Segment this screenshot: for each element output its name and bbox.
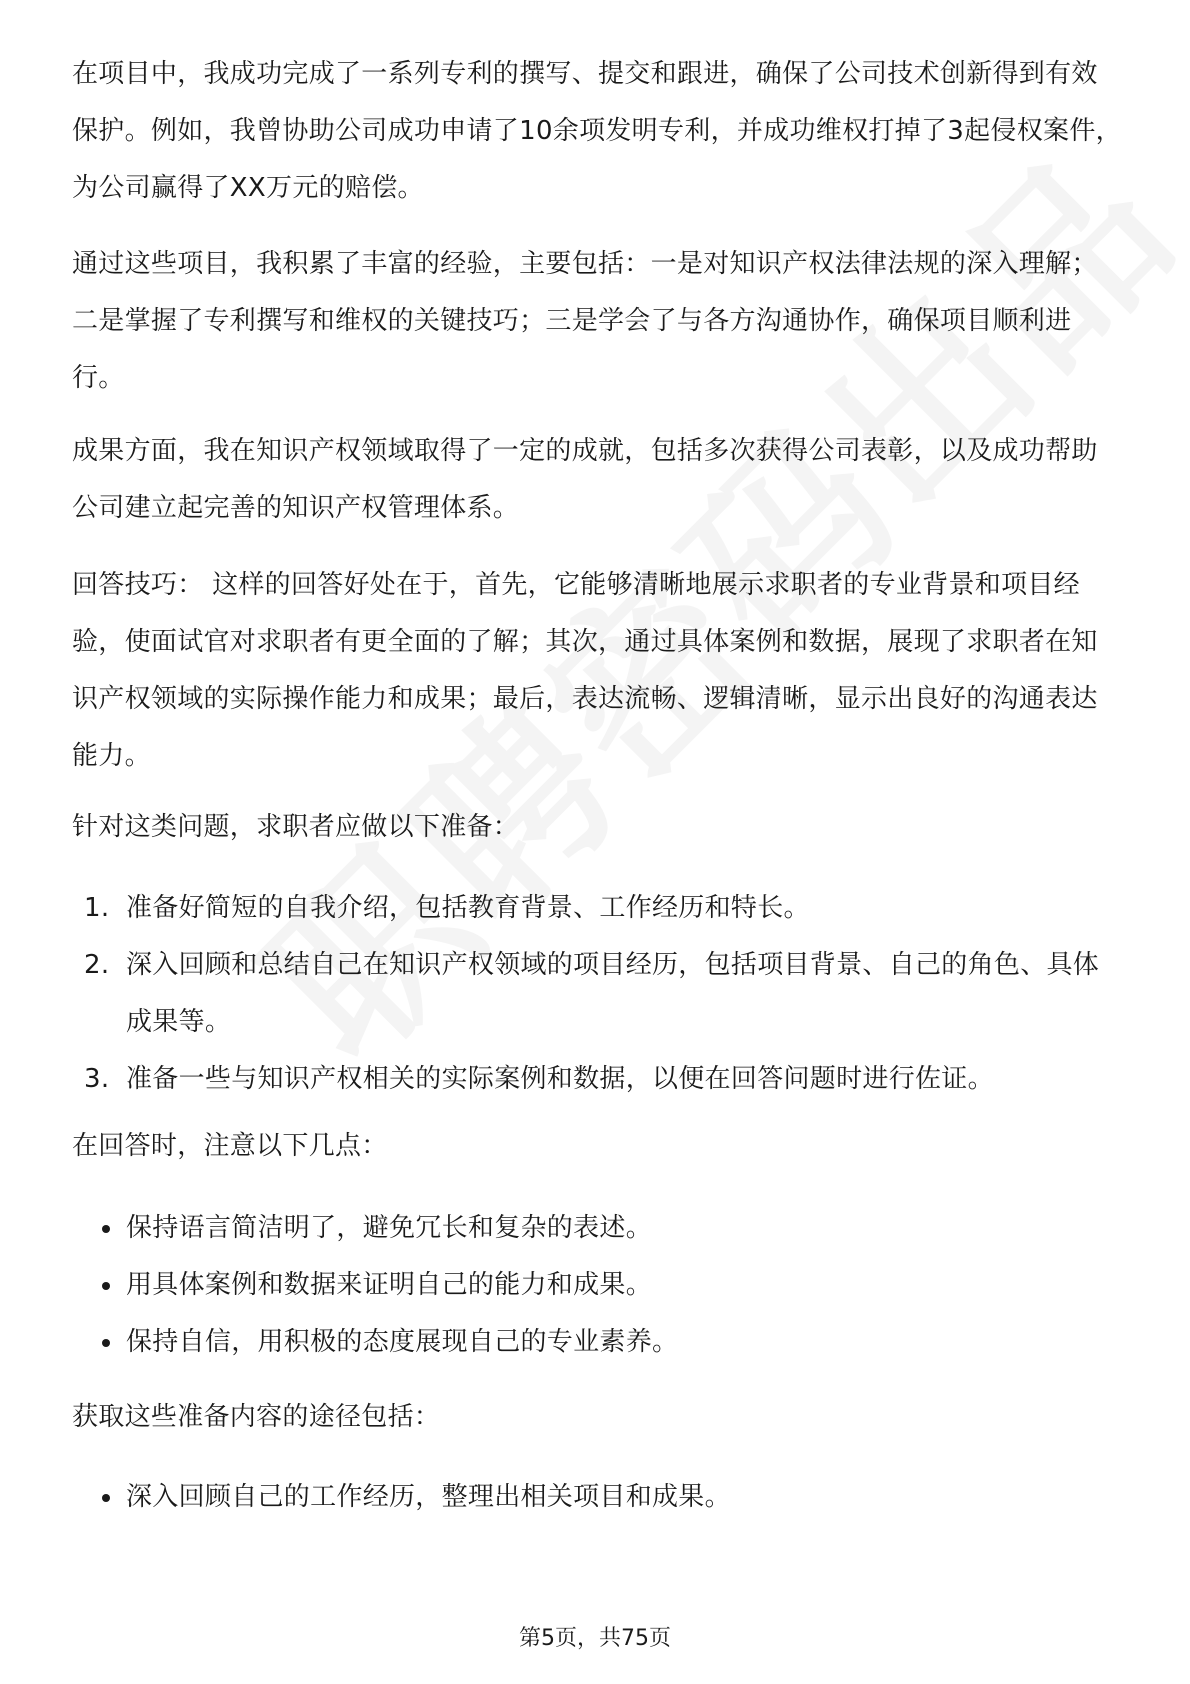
list-item xyxy=(72,1200,1122,1257)
bullet-icon xyxy=(102,1494,110,1502)
paragraph-project-results: 在项目中，我成功完成了一系列专利的撰写、提交和跟进，确保了公司技术创新得到有效保护。例如，我曾协助公司成功申请了10余项发明专利，并成功维权打掉了3起侵权案件，为公司赢得了XX万元的赔偿。 xyxy=(72,59,1122,203)
list-item-text: 用具体案例和数据来证明自己的能力和成果。 xyxy=(126,1270,653,1300)
bullet-icon xyxy=(102,1339,110,1347)
bullet-icon xyxy=(102,1282,110,1290)
list-item xyxy=(72,1051,1122,1108)
list-number: 3. xyxy=(84,1064,110,1094)
list-item xyxy=(72,880,1122,937)
notes-list xyxy=(72,1200,1122,1371)
prep-list xyxy=(72,880,1122,1108)
paragraph-prep-heading: 针对这类问题，求职者应做以下准备： xyxy=(72,812,520,842)
list-item xyxy=(72,1469,1122,1526)
paragraph-experience: 通过这些项目，我积累了丰富的经验，主要包括：一是对知识产权法律法规的深入理解；二是掌握了专利撰写和维权的关键技巧；三是学会了与各方沟通协作，确保项目顺利进行。 xyxy=(72,249,1098,393)
list-item-text: 准备一些与知识产权相关的实际案例和数据，以便在回答问题时进行佐证。 xyxy=(126,1064,994,1094)
list-item-text: 保持自信，用积极的态度展现自己的专业素养。 xyxy=(126,1327,679,1357)
list-item-text: 准备好简短的自我介绍，包括教育背景、工作经历和特长。 xyxy=(126,893,810,923)
paragraph-sources-heading: 获取这些准备内容的途径包括： xyxy=(72,1402,441,1432)
page-footer: 第5页，共75页 xyxy=(519,1626,671,1651)
sources-list xyxy=(72,1469,1122,1526)
list-number: 1. xyxy=(84,893,110,923)
list-item-text: 深入回顾自己的工作经历，整理出相关项目和成果。 xyxy=(126,1482,731,1512)
list-item xyxy=(72,1257,1122,1314)
list-item-text: 保持语言简洁明了，避免冗长和复杂的表述。 xyxy=(126,1213,653,1243)
list-item xyxy=(72,937,1122,1051)
paragraph-answer-tips: 回答技巧： 这样的回答好处在于，首先，它能够清晰地展示求职者的专业背景和项目经验，使面试官对求职者有更全面的了解；其次，通过具体案例和数据，展现了求职者在知识产权领域的实际操作能力和成果；最后，表达流畅、逻辑清晰，显示出良好的沟通表达能力。 xyxy=(72,570,1098,771)
paragraph-achievements: 成果方面，我在知识产权领域取得了一定的成就，包括多次获得公司表彰，以及成功帮助公司建立起完善的知识产权管理体系。 xyxy=(72,436,1098,523)
list-item-text: 深入回顾和总结自己在知识产权领域的项目经历，包括项目背景、自己的角色、具体成果等。 xyxy=(126,950,1100,1037)
paragraph-notes-heading: 在回答时，注意以下几点： xyxy=(72,1131,388,1161)
list-number: 2. xyxy=(84,950,110,980)
bullet-icon xyxy=(102,1225,110,1233)
list-item xyxy=(72,1314,1122,1371)
